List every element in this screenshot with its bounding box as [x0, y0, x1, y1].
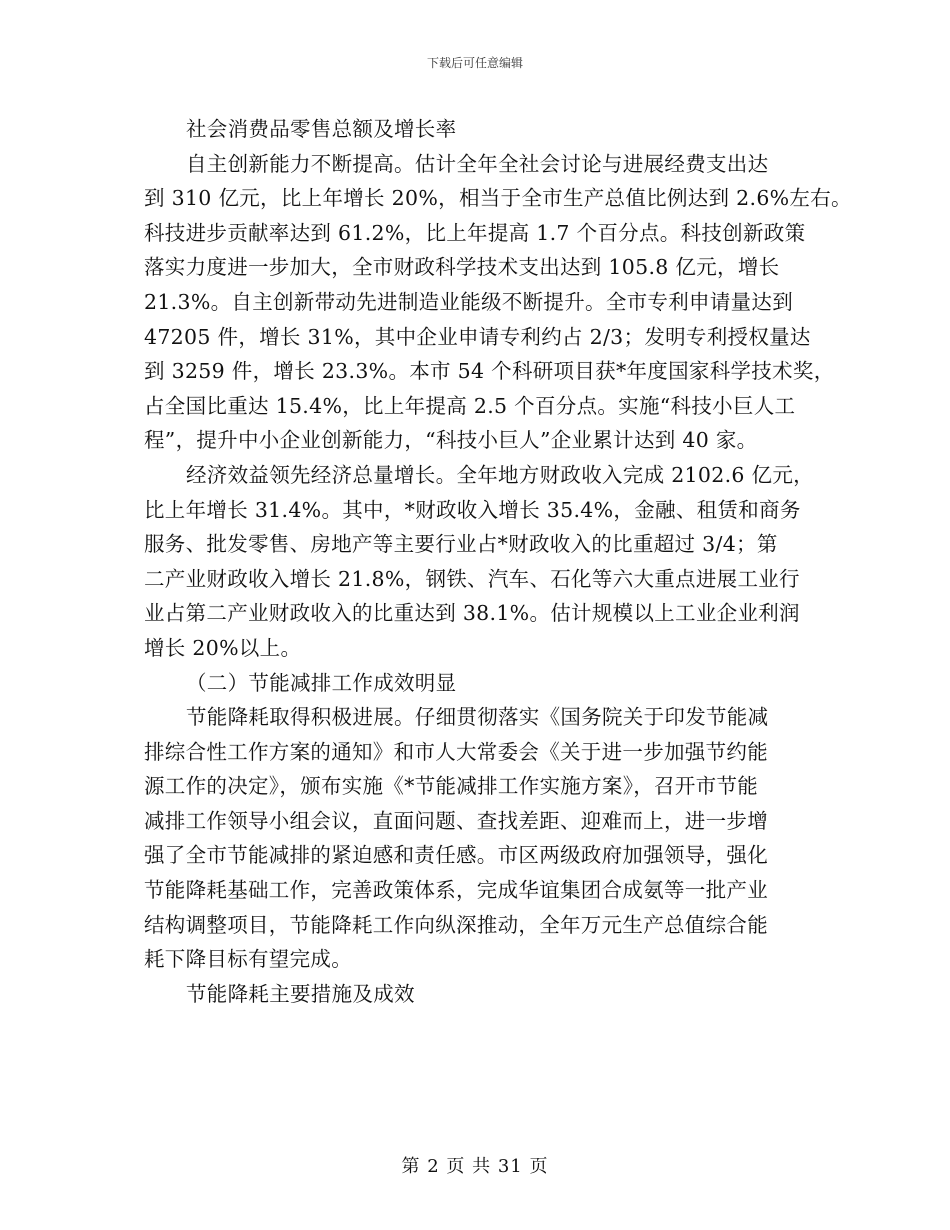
- paragraph-line: 21.3%。自主创新带动先进制造业能级不断提升。全市专利申请量达到: [144, 289, 794, 314]
- section-caption: 节能降耗主要措施及成效: [186, 981, 415, 1006]
- paragraph-line: 科技进步贡献率达到 61.2%，比上年提高 1.7 个百分点。科技创新政策: [144, 220, 806, 245]
- page-header: 下载后可任意编辑: [426, 56, 523, 70]
- paragraph-line: 落实力度进一步加大，全市财政科学技术支出达到 105.8 亿元，增长: [144, 255, 780, 280]
- paragraph-line: 服务、批发零售、房地产等主要行业占*财政收入的比重超过 3/4；第: [144, 532, 778, 557]
- paragraph-line: 程”，提升中小企业创新能力，“科技小巨人”企业累计达到 40 家。: [144, 428, 758, 453]
- paragraph-line: 比上年增长 31.4%。其中，*财政收入增长 35.4%，金融、租赁和商务: [144, 497, 801, 522]
- page-number-footer: 第 2 页 共 31 页: [401, 1156, 549, 1177]
- paragraph-line: 节能降耗取得积极进展。仔细贯彻落实《国务院关于印发节能减: [186, 705, 769, 730]
- document-body: [144, 112, 852, 1011]
- paragraph-line: 自主创新能力不断提高。估计全年全社会讨论与进展经费支出达: [186, 151, 769, 176]
- paragraph-line: 二产业财政收入增长 21.8%，钢铁、汽车、石化等六大重点进展工业行: [144, 566, 800, 591]
- paragraph-line: 到 3259 件，增长 23.3%。本市 54 个科研项目获*年度国家科学技术奖，: [144, 359, 835, 384]
- paragraph-line: 强了全市节能减排的紧迫感和责任感。市区两级政府加强领导，强化: [144, 843, 768, 868]
- paragraph-line: 到 310 亿元，比上年增长 20%，相当于全市生产总值比例达到 2.6%左右。: [144, 186, 852, 211]
- paragraph-line: 减排工作领导小组会议，直面问题、查找差距、迎难而上，进一步增: [144, 808, 768, 833]
- section-heading: （二）节能减排工作成效明显: [186, 670, 457, 695]
- paragraph-line: 业占第二产业财政收入的比重达到 38.1%。估计规模以上工业企业利润: [144, 601, 800, 626]
- paragraph-line: 源工作的决定》，颁布实施《*节能减排工作实施方案》，召开市节能: [144, 774, 759, 799]
- paragraph-line: 排综合性工作方案的通知》和市人大常委会《关于进一步加强节约能: [144, 739, 768, 764]
- paragraph-line: 结构调整项目，节能降耗工作向纵深推动，全年万元生产总值综合能: [144, 912, 768, 937]
- paragraph-line: 增长 20%以上。: [144, 635, 302, 660]
- paragraph-line: 耗下降目标有望完成。: [144, 947, 352, 972]
- section-caption: 社会消费品零售总额及增长率: [186, 117, 457, 141]
- paragraph-line: 经济效益领先经济总量增长。全年地方财政收入完成 2102.6 亿元，: [186, 462, 814, 487]
- paragraph-line: 47205 件，增长 31%，其中企业申请专利约占 2/3；发明专利授权量达: [144, 324, 811, 349]
- paragraph-line: 占全国比重达 15.4%，比上年提高 2.5 个百分点。实施“科技小巨人工: [144, 393, 796, 418]
- paragraph-line: 节能降耗基础工作，完善政策体系，完成华谊集团合成氨等一批产业: [144, 878, 768, 903]
